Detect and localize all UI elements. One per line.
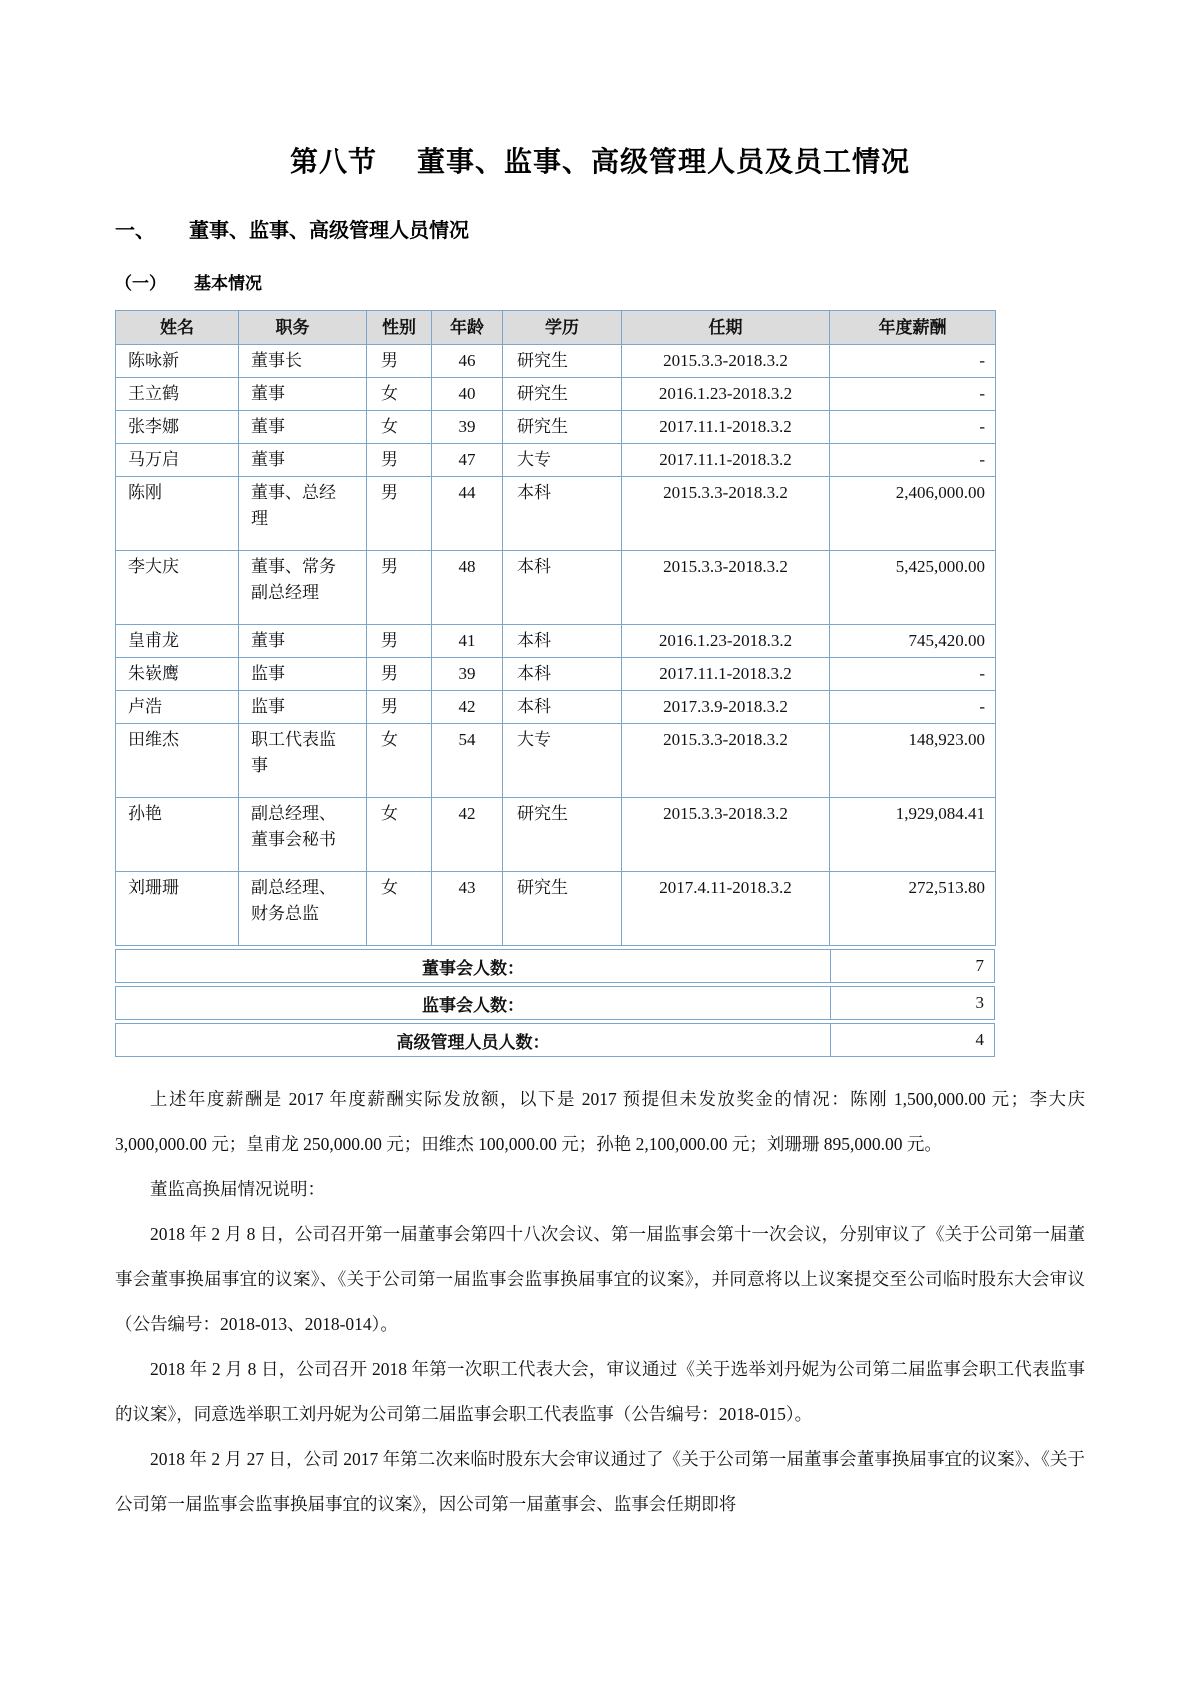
management-table	[115, 310, 996, 946]
table-cell: 田维杰	[116, 724, 239, 798]
table-row	[116, 345, 996, 378]
table-cell: 刘珊珊	[116, 872, 239, 946]
table-cell: 本科	[503, 551, 622, 625]
table-cell: 5,425,000.00	[830, 551, 996, 625]
summary-row	[115, 986, 995, 1020]
table-cell: 女	[367, 411, 432, 444]
table-cell: 大专	[503, 724, 622, 798]
table-row	[116, 477, 996, 551]
table-cell: 2017.3.9-2018.3.2	[622, 691, 830, 724]
table-cell: 董事长	[239, 345, 367, 378]
table-cell: 41	[432, 625, 503, 658]
column-header: 职务	[239, 311, 367, 345]
table-cell: 42	[432, 798, 503, 872]
table-cell: 男	[367, 691, 432, 724]
paragraph: 2018 年 2 月 27 日，公司 2017 年第二次来临时股东大会审议通过了《关于公司第一届董事会董事换届事宜的议案》、《关于公司第一届监事会监事换届事宜的议案》，因公司第一届董事会、监事会任期即将	[115, 1449, 1085, 1514]
summary-label: 监事会人数：	[115, 986, 830, 1020]
table-cell: 44	[432, 477, 503, 551]
table-cell: 745,420.00	[830, 625, 996, 658]
table-cell: 董事	[239, 378, 367, 411]
page-title	[115, 140, 1085, 180]
table-cell: 陈咏新	[116, 345, 239, 378]
table-cell: 男	[367, 477, 432, 551]
paragraph: 上述年度薪酬是 2017 年度薪酬实际发放额，以下是 2017 预提但未发放奖金的情况：陈刚 1,500,000.00 元；李大庆 3,000,000.00 元；皇甫龙 250,000.00 元；田维杰 100,000.00 元；孙艳 2,100,000.00 元；刘珊珊 895,000.00 元。	[115, 1089, 1085, 1154]
chapter-title: 董事、监事、高级管理人员及员工情况	[417, 146, 911, 177]
table-cell: 张李娜	[116, 411, 239, 444]
summary-rows	[115, 949, 995, 1057]
table-cell: 董事	[239, 444, 367, 477]
table-cell: 李大庆	[116, 551, 239, 625]
table-cell: 女	[367, 378, 432, 411]
table-row	[116, 378, 996, 411]
table-cell: 272,513.80	[830, 872, 996, 946]
paragraph: 2018 年 2 月 8 日，公司召开第一届董事会第四十八次会议、第一届监事会第十一次会议，分别审议了《关于公司第一届董事会董事换届事宜的议案》、《关于公司第一届监事会监事换届事宜的议案》，并同意将以上议案提交至公司临时股东大会审议（公告编号：2018-013、2018-014）。	[115, 1224, 1085, 1334]
table-cell: 男	[367, 345, 432, 378]
table-cell: 女	[367, 872, 432, 946]
table-cell: 2015.3.3-2018.3.2	[622, 345, 830, 378]
column-header: 性别	[367, 311, 432, 345]
table-row	[116, 551, 996, 625]
column-header: 年度薪酬	[830, 311, 996, 345]
subsection-title: 基本情况	[194, 274, 262, 293]
table-cell: 2,406,000.00	[830, 477, 996, 551]
table-row	[116, 724, 996, 798]
paragraph: 董监高换届情况说明：	[150, 1179, 325, 1199]
section-heading	[115, 214, 1085, 243]
table-cell: 男	[367, 444, 432, 477]
table-cell: 2017.4.11-2018.3.2	[622, 872, 830, 946]
table-cell: 研究生	[503, 378, 622, 411]
table-cell: 女	[367, 798, 432, 872]
table-row	[116, 658, 996, 691]
table-cell: 陈刚	[116, 477, 239, 551]
section-title: 董事、监事、高级管理人员情况	[189, 220, 469, 242]
table-cell: 董事	[239, 411, 367, 444]
summary-value: 7	[830, 949, 995, 983]
summary-value: 3	[830, 986, 995, 1020]
table-row	[116, 691, 996, 724]
table-cell: 2017.11.1-2018.3.2	[622, 444, 830, 477]
table-cell: 男	[367, 551, 432, 625]
table-cell: 皇甫龙	[116, 625, 239, 658]
table-cell: -	[830, 345, 996, 378]
table-cell: 朱嵚鹰	[116, 658, 239, 691]
subsection-number: （一）	[115, 274, 166, 293]
column-header: 任期	[622, 311, 830, 345]
header-row	[116, 311, 996, 345]
table-cell: -	[830, 444, 996, 477]
table-row	[116, 798, 996, 872]
table-cell: 研究生	[503, 411, 622, 444]
table-cell: 职工代表监事	[239, 724, 367, 798]
table-cell: 董事、常务副总经理	[239, 551, 367, 625]
table-cell: 148,923.00	[830, 724, 996, 798]
table-cell: 2015.3.3-2018.3.2	[622, 798, 830, 872]
table-cell: -	[830, 411, 996, 444]
table-cell: 男	[367, 625, 432, 658]
table-cell: 40	[432, 378, 503, 411]
table-row	[116, 444, 996, 477]
table-cell: -	[830, 691, 996, 724]
summary-row	[115, 949, 995, 983]
table-cell: 2016.1.23-2018.3.2	[622, 625, 830, 658]
subsection-heading	[115, 269, 1085, 294]
table-cell: 本科	[503, 691, 622, 724]
table-cell: 本科	[503, 658, 622, 691]
table-cell: 卢浩	[116, 691, 239, 724]
table-cell: 孙艳	[116, 798, 239, 872]
column-header: 年龄	[432, 311, 503, 345]
column-header: 学历	[503, 311, 622, 345]
table-cell: 监事	[239, 658, 367, 691]
table-cell: 54	[432, 724, 503, 798]
table-cell: 副总经理、董事会秘书	[239, 798, 367, 872]
table-cell: 1,929,084.41	[830, 798, 996, 872]
table-header	[116, 311, 996, 345]
table-cell: 大专	[503, 444, 622, 477]
table-cell: 男	[367, 658, 432, 691]
paragraphs	[115, 1077, 1085, 1527]
summary-row	[115, 1023, 995, 1057]
table-cell: 2016.1.23-2018.3.2	[622, 378, 830, 411]
table-cell: 2017.11.1-2018.3.2	[622, 658, 830, 691]
table-cell: 董事	[239, 625, 367, 658]
table-cell: 2015.3.3-2018.3.2	[622, 477, 830, 551]
table-row	[116, 625, 996, 658]
table-cell: 女	[367, 724, 432, 798]
summary-label: 董事会人数：	[115, 949, 830, 983]
table-cell: 43	[432, 872, 503, 946]
table-cell: 2015.3.3-2018.3.2	[622, 724, 830, 798]
table-cell: 2015.3.3-2018.3.2	[622, 551, 830, 625]
chapter-number: 第八节	[289, 146, 377, 177]
section-number: 一、	[115, 220, 155, 242]
column-header: 姓名	[116, 311, 239, 345]
table-cell: 董事、总经理	[239, 477, 367, 551]
table-cell: 47	[432, 444, 503, 477]
table-cell: 46	[432, 345, 503, 378]
table-row	[116, 411, 996, 444]
table-cell: 王立鹤	[116, 378, 239, 411]
table-cell: 本科	[503, 625, 622, 658]
table-cell: 马万启	[116, 444, 239, 477]
paragraph: 2018 年 2 月 8 日，公司召开 2018 年第一次职工代表大会，审议通过《关于选举刘丹妮为公司第二届监事会职工代表监事的议案》，同意选举职工刘丹妮为公司第二届监事会职工代表监事（公告编号：2018-015）。	[115, 1359, 1085, 1424]
table-cell: 42	[432, 691, 503, 724]
table-cell: 研究生	[503, 798, 622, 872]
table-body	[116, 345, 996, 946]
table-cell: 39	[432, 411, 503, 444]
table-cell: 39	[432, 658, 503, 691]
table-cell: 2017.11.1-2018.3.2	[622, 411, 830, 444]
summary-value: 4	[830, 1023, 995, 1057]
table-cell: 研究生	[503, 872, 622, 946]
table-cell: 研究生	[503, 345, 622, 378]
table-row	[116, 872, 996, 946]
table-cell: 副总经理、财务总监	[239, 872, 367, 946]
table-cell: -	[830, 378, 996, 411]
summary-label: 高级管理人员人数：	[115, 1023, 830, 1057]
table-cell: 48	[432, 551, 503, 625]
table-cell: -	[830, 658, 996, 691]
table-cell: 本科	[503, 477, 622, 551]
table-cell: 监事	[239, 691, 367, 724]
